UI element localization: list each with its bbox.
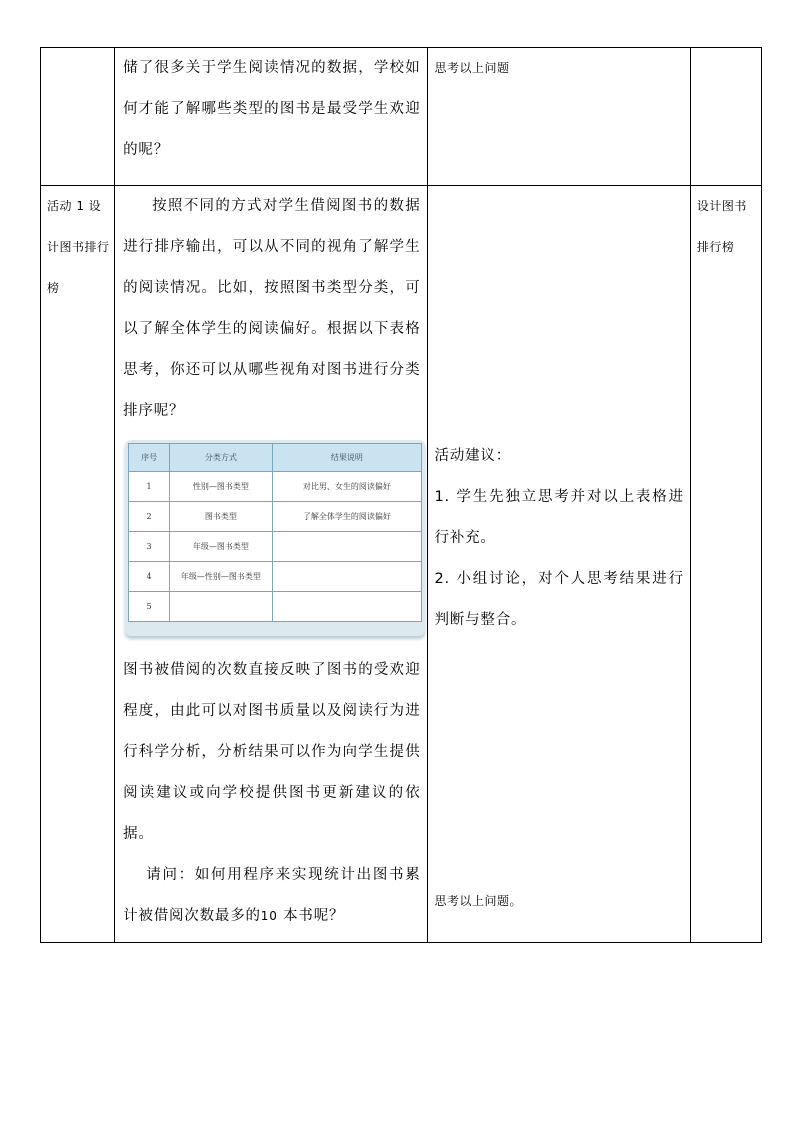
- table-row: [129, 502, 422, 532]
- cell-index: 4: [129, 562, 170, 592]
- student-activity-text: 思考以上问题。: [434, 894, 523, 908]
- cell-teacher-content: [115, 186, 427, 943]
- activity-suggest-2: 2. 小组讨论，对个人思考结果进行判断与整合。: [434, 571, 684, 628]
- header-result: 结果说明: [272, 444, 421, 472]
- cell-teacher-content: [115, 48, 427, 186]
- table-row: [129, 472, 422, 502]
- cell-student-activity: [427, 186, 690, 943]
- cell-result: 了解全体学生的阅读偏好: [272, 502, 421, 532]
- question-text: 请问：如何用程序来实现统计出图书累计被借阅次数最多的: [123, 867, 421, 924]
- cell-result: [272, 592, 421, 622]
- cell-method: 性别—图书类型: [170, 472, 273, 502]
- header-method: 分类方式: [170, 444, 273, 472]
- spacer: [435, 186, 684, 436]
- classification-figure: [125, 440, 425, 636]
- paragraph-question: [123, 855, 420, 937]
- header-index: 序号: [129, 444, 170, 472]
- question-text-end: 本书呢？: [283, 908, 345, 924]
- paragraph-borrow-count: 图书被借阅的次数直接反映了图书的受欢迎程度，由此可以对图书质量以及阅读行为进行科学分析，分析结果可以作为向学生提供阅读建议或向学校提供图书更新建议的依据。: [123, 662, 421, 842]
- cell-design-intent: [690, 186, 761, 943]
- cell-method: 年级—性别—图书类型: [170, 562, 273, 592]
- paragraph-sorting: 按照不同的方式对学生借阅图书的数据进行排序输出，可以从不同的视角了解学生的阅读情况。比如，按照图书类型分类，可以了解全体学生的阅读偏好。根据以下表格思考，你还可以从哪些视角对图书进行分类排序呢？: [123, 198, 421, 419]
- cell-index: 5: [129, 592, 170, 622]
- table-row: [129, 562, 422, 592]
- table-row-intro: [41, 48, 762, 186]
- student-activity-text: 思考以上问题: [434, 61, 510, 75]
- cell-result: [272, 562, 421, 592]
- cell-method: [170, 592, 273, 622]
- table-row: [129, 532, 422, 562]
- activity-label: 活动 1 设计图书排行榜: [47, 199, 110, 295]
- table-row-activity1: [41, 186, 762, 943]
- cell-index: 2: [129, 502, 170, 532]
- cell-result: [272, 532, 421, 562]
- cell-intent-empty: [690, 48, 761, 186]
- cell-student-activity: [427, 48, 690, 186]
- cell-index: 3: [129, 532, 170, 562]
- cell-method: 图书类型: [170, 502, 273, 532]
- activity-suggest-1: 1. 学生先独立思考并对以上表格进行补充。: [434, 489, 684, 546]
- cell-activity-label: [41, 186, 115, 943]
- spacer: [435, 641, 684, 881]
- classification-table: [128, 443, 422, 622]
- activity-suggest-heading: 活动建议：: [434, 448, 512, 464]
- question-number: 10: [260, 909, 278, 923]
- cell-result: 对比男、女生的阅读偏好: [272, 472, 421, 502]
- cell-index: 1: [129, 472, 170, 502]
- intro-paragraph: 储了很多关于学生阅读情况的数据，学校如何才能了解哪些类型的图书是最受学生欢迎的呢？: [123, 60, 421, 158]
- lesson-plan-table: [40, 47, 762, 943]
- classification-header-row: [129, 444, 422, 472]
- cell-method: 年级—图书类型: [170, 532, 273, 562]
- cell-activity-empty: [41, 48, 115, 186]
- table-row: [129, 592, 422, 622]
- design-intent-text: 设计图书排行榜: [696, 199, 747, 254]
